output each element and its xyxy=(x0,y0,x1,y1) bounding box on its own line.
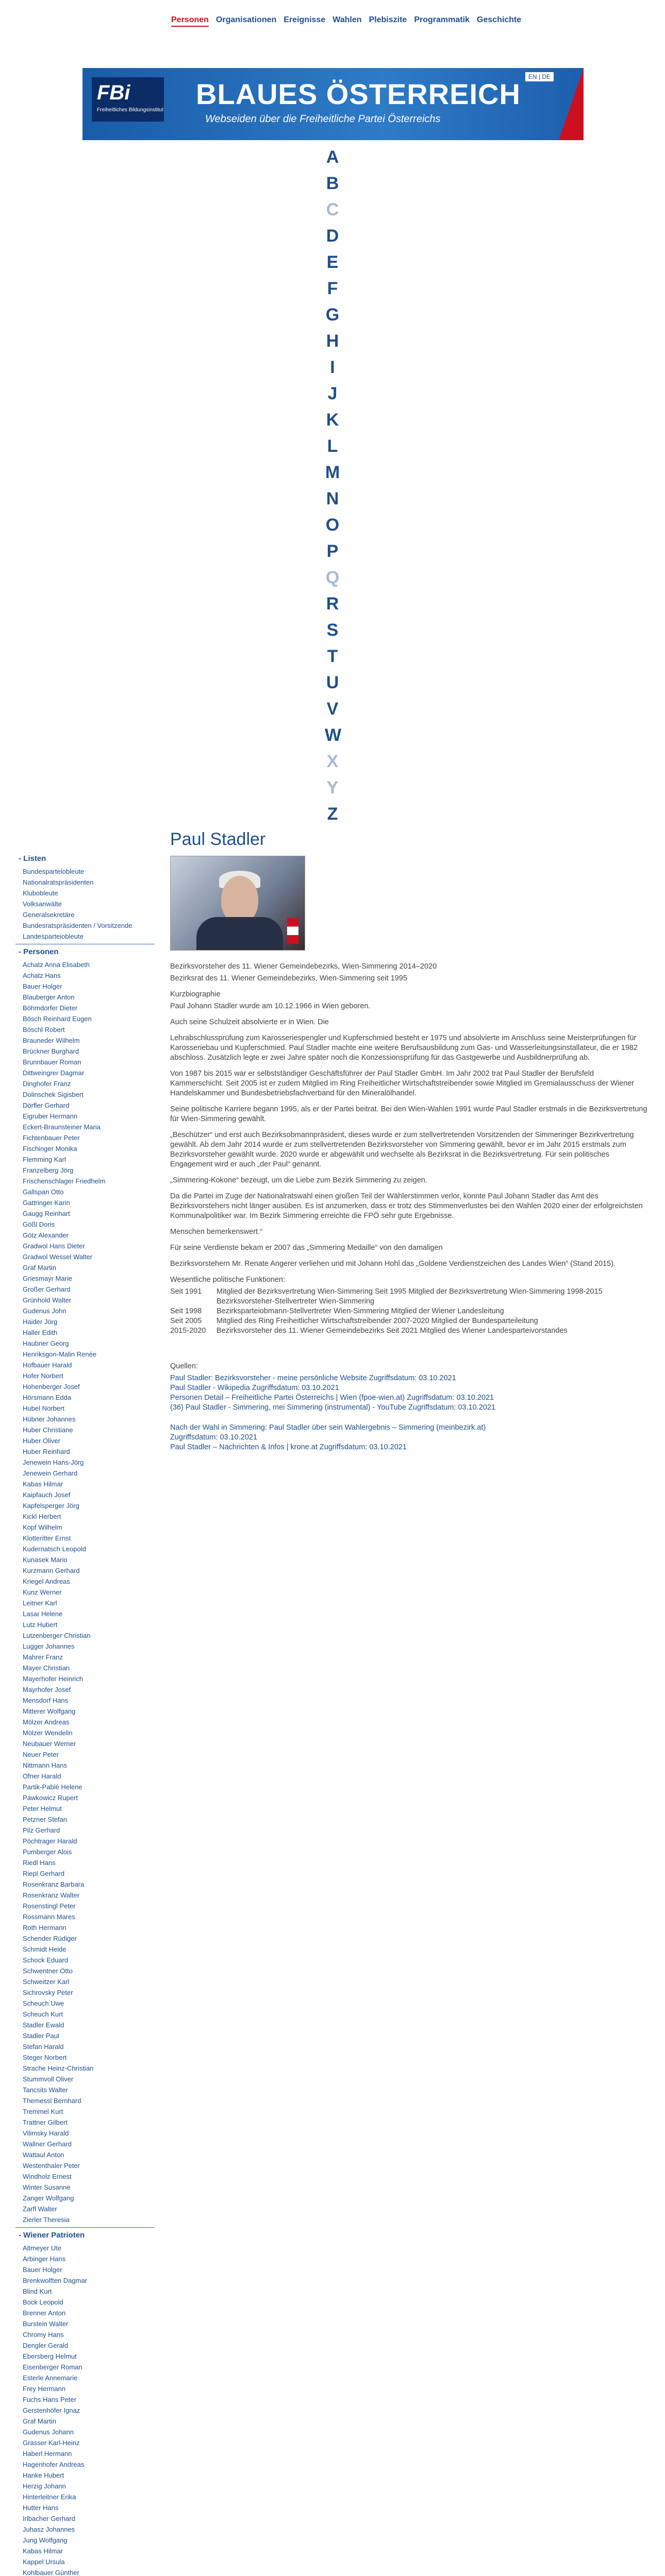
sidebar-item[interactable]: Bauer Holger xyxy=(23,982,62,990)
sidebar-item[interactable]: Pilz Gerhard xyxy=(23,1826,60,1834)
sidebar-item[interactable]: Lutz Hubert xyxy=(23,1621,58,1629)
sidebar-item[interactable]: Schweitzer Karl xyxy=(23,1978,70,1986)
sidebar-item[interactable]: Fischinger Monika xyxy=(23,1145,77,1153)
sidebar-item[interactable]: Haberl Hermann xyxy=(23,2450,72,2458)
bio-paragraph: Für seine Verdienste bekam er 2007 das „Simmering Medaille“ von den damaligen xyxy=(170,1244,443,1252)
sidebar-item[interactable]: Mayerhofer Heinrich xyxy=(23,1675,84,1683)
letter-v[interactable]: V xyxy=(326,699,339,719)
sidebar-section-title[interactable]: - Listen xyxy=(19,854,46,863)
bio-paragraph: Von 1987 bis 2015 war er selbstständiger Geschäftsführer der Paul Stadler GmbH. Im Jahr 2002 trat Paul Stadler der Berufsfeld Kammerschicht. Seit 2005 ist er zudem Mitglied im Ring Freiheitlicher Wirtschaftstreibender sowie Mitglied im Gremialausschuss der Wiener Handelskammer und Bundesbetriebsfachverband für den Mineralölhandel. xyxy=(170,1070,635,1097)
sidebar-item[interactable]: Rossmann Mares xyxy=(23,1913,75,1921)
sidebar-item[interactable]: Nittmann Hans xyxy=(23,1761,67,1769)
sidebar-item[interactable]: Wattaul Anton xyxy=(23,2151,64,2159)
sidebar-item[interactable]: Kohlbauer Günther xyxy=(23,2569,79,2576)
sidebar-item[interactable]: Mensdorf Hans xyxy=(23,1697,69,1704)
nav-item-programmatik[interactable]: Programmatik xyxy=(414,15,470,24)
nav-item-geschichte[interactable]: Geschichte xyxy=(476,15,522,24)
sidebar-item[interactable]: Gattringer Karin xyxy=(23,1199,70,1207)
main-content xyxy=(170,829,650,1452)
sidebar-item[interactable]: Gößl Doris xyxy=(23,1221,55,1228)
sidebar-item[interactable]: Kickl Herbert xyxy=(23,1513,61,1520)
sidebar-item[interactable]: Irlbacher Gerhard xyxy=(23,2515,75,2522)
sidebar-section-title[interactable]: - Wiener Patrioten xyxy=(19,2231,85,2240)
sidebar-divider xyxy=(15,2227,155,2228)
sidebar-item[interactable]: Grünhold Walter xyxy=(23,1296,72,1304)
letter-p[interactable]: P xyxy=(326,541,339,561)
sidebar-item[interactable]: Schmidt Heide xyxy=(23,1945,66,1953)
sidebar-item[interactable]: Neuer Peter xyxy=(23,1751,59,1758)
sidebar-item[interactable]: Achatz Hans xyxy=(23,972,61,979)
photo-face xyxy=(221,876,258,923)
sidebar-item[interactable]: Pöchtrager Harald xyxy=(23,1837,77,1845)
function-row xyxy=(170,1316,650,1326)
sidebar-item[interactable]: Gaugg Reinhart xyxy=(23,1210,70,1217)
function-row xyxy=(170,1307,650,1316)
function-years: 2015-2020 xyxy=(170,1327,206,1335)
extra-link[interactable]: Nach der Wahl in Simmering: Paul Stadler über sein Wahlergebnis – Simmering (meinbezirk.at) xyxy=(170,1423,486,1432)
sidebar-item[interactable]: Sichrovsky Peter xyxy=(23,1989,73,1996)
sidebar-item[interactable]: Klubobleute xyxy=(23,889,58,897)
sidebar-item[interactable]: Kapfelsperger Jörg xyxy=(23,1502,79,1510)
extra-link[interactable]: Paul Stadler – Nachrichten & Infos | krone.at Zugriffsdatum: 03.10.2021 xyxy=(170,1443,407,1451)
nav-item-personen[interactable]: Personen xyxy=(171,15,209,27)
source-link[interactable]: (36) Paul Stadler - Simmering, mei Simmering (instrumental) - YouTube Zugriffsdatum: 03.10.2021 xyxy=(170,1403,496,1412)
sidebar-item[interactable]: Grasser Karl-Heinz xyxy=(23,2439,80,2447)
sidebar-item[interactable]: Wallner Gerhard xyxy=(23,2140,72,2148)
letter-y: Y xyxy=(326,778,339,798)
sidebar-item[interactable]: Mayer Christian xyxy=(23,1664,70,1672)
sources-list xyxy=(170,1374,650,1413)
sidebar-item[interactable]: Frey Hermann xyxy=(23,2385,66,2393)
letter-i[interactable]: I xyxy=(330,358,335,377)
function-years: Seit 1998 xyxy=(170,1307,202,1315)
sidebar-item[interactable]: Bundesparteiobleute xyxy=(23,868,85,875)
sidebar-item[interactable]: Esterle Annemarie xyxy=(23,2374,78,2382)
sidebar-item[interactable]: Huber Christiane xyxy=(23,1426,73,1434)
bio-paragraph: Auch seine Schulzeit absolvierte er in Wien. Die xyxy=(170,1018,329,1026)
letter-s[interactable]: S xyxy=(326,620,339,640)
red-corner-decoration xyxy=(559,68,584,140)
sidebar-item[interactable]: Steger Norbert xyxy=(23,2054,67,2061)
sidebar-item[interactable]: Petzner Stefan xyxy=(23,1816,67,1823)
sidebar-item[interactable]: Volksanwälte xyxy=(23,900,62,908)
sidebar-item[interactable]: Zarfl Walter xyxy=(23,2205,57,2213)
sidebar-item[interactable]: Eigruber Hermann xyxy=(23,1112,78,1120)
sidebar-item[interactable]: Peter Helmut xyxy=(23,1805,62,1812)
nav-item-ereignisse[interactable]: Ereignisse xyxy=(284,15,326,24)
letter-c: C xyxy=(326,200,339,219)
sidebar-item[interactable]: Hagenhofer Andreas xyxy=(23,2461,85,2468)
nav-item-plebiszite[interactable]: Plebiszite xyxy=(369,15,407,24)
sidebar-item[interactable]: Pawkowicz Rupert xyxy=(23,1794,78,1802)
sidebar-item[interactable]: Kurzmann Gerhard xyxy=(23,1567,80,1574)
letter-o[interactable]: O xyxy=(325,515,340,535)
bio-paragraph: Bezirksvorstehern Mr. Renate Angerer verliehen und mit Johann Hohl das „Goldene Verdienstzeichen des Landes Wien“ (Stand 2015). xyxy=(170,1260,616,1268)
function-years: Seit 1991 xyxy=(170,1287,202,1296)
sidebar-item[interactable]: Franzelberg Jörg xyxy=(23,1166,74,1174)
sidebar-item[interactable]: Trattner Gilbert xyxy=(23,2119,68,2126)
letter-b[interactable]: B xyxy=(326,174,339,193)
sidebar-item[interactable]: Achatz Anna Elisabeth xyxy=(23,961,90,969)
sidebar-item[interactable]: Fichtenbauer Peter xyxy=(23,1134,80,1142)
portrait-photo xyxy=(170,856,305,951)
photo-suit xyxy=(196,917,283,950)
sidebar-item[interactable]: Strache Heinz-Christian xyxy=(23,2064,94,2072)
sidebar-item[interactable]: Generalsekretäre xyxy=(23,911,75,919)
sidebar-item[interactable]: Griesmayr Marie xyxy=(23,1275,73,1282)
sidebar-item[interactable]: Kudernatsch Leopold xyxy=(23,1545,86,1553)
alphabet-index xyxy=(325,144,340,827)
language-switcher[interactable]: EN | DE xyxy=(525,72,554,81)
sidebar-item[interactable]: Hinterleitner Erika xyxy=(23,2493,76,2501)
bio-paragraph: Paul Johann Stadler wurde am 10.12.1966 in Wien geboren. xyxy=(170,1002,371,1010)
sidebar-item[interactable]: Huber Reinhard xyxy=(23,1448,70,1455)
sidebar-item[interactable]: Dolinschek Sigisbert xyxy=(23,1091,84,1098)
sidebar-item[interactable]: Themessl Bernhard xyxy=(23,2097,81,2105)
sidebar-item[interactable]: Kunz Werner xyxy=(23,1588,62,1596)
logo-subtext: Freiheitliches Bildungsinstitut xyxy=(97,107,163,113)
page-title: Paul Stadler xyxy=(170,829,266,849)
site-subtitle: Webseiden über die Freiheitliche Partei Österreichs xyxy=(205,113,441,125)
sidebar-item[interactable]: Schwentner Otto xyxy=(23,1967,73,1975)
sidebar-item[interactable]: Scheuch Uwe xyxy=(23,1999,64,2007)
sidebar-item[interactable]: Mölzer Andreas xyxy=(23,1718,70,1726)
sidebar-item[interactable]: Haller Edith xyxy=(23,1329,58,1336)
functions-list xyxy=(170,1287,650,1336)
sidebar-item[interactable]: Graf Martin xyxy=(23,2417,57,2425)
letter-z[interactable]: Z xyxy=(327,804,338,824)
letter-t[interactable]: T xyxy=(327,647,338,666)
fbi-logo[interactable] xyxy=(92,77,164,122)
sidebar-item[interactable]: Nationalratspräsidenten xyxy=(23,878,94,886)
sidebar-item[interactable]: Hutter Hans xyxy=(23,2504,59,2512)
letter-k[interactable]: K xyxy=(326,410,339,430)
photo-flag xyxy=(287,918,298,944)
nav-item-wahlen[interactable]: Wahlen xyxy=(332,15,362,24)
sidebar-item[interactable]: Gradwol Wessel Walter xyxy=(23,1253,93,1261)
sidebar-item[interactable]: Frischenschlager Friedhelm xyxy=(23,1177,106,1185)
function-text: Bezirksparteiobmann-Stellvertreter Wien-Simmering Mitglied der Wiener Landesleitung xyxy=(217,1307,504,1315)
sidebar-item[interactable]: Henriksgon-Malin Renée xyxy=(23,1350,97,1358)
sidebar-item[interactable]: Böschl Robert xyxy=(23,1026,65,1033)
sidebar-item[interactable]: Schender Rüdiger xyxy=(23,1935,77,1942)
sidebar-item[interactable]: Bösch Reinhard Eugen xyxy=(23,1015,92,1023)
sidebar-item[interactable]: Dörfler Gerhard xyxy=(23,1101,70,1109)
source-link[interactable]: Personen Detail – Freiheitliche Partei Österreichs | Wien (fpoe-wien.at) Zugriffsdatum: 03.10.2021 xyxy=(170,1394,494,1402)
top-navigation xyxy=(0,0,665,27)
sidebar-item[interactable]: Juhasz Johannes xyxy=(23,2526,75,2533)
extra-link[interactable]: Zugriffsdatum: 03.10.2021 xyxy=(170,1433,258,1442)
sidebar-section-title[interactable]: - Personen xyxy=(19,947,59,956)
letter-h[interactable]: H xyxy=(326,331,339,351)
bio-paragraph: „Beschützer“ und erst auch Bezirksobmannpräsident, dieses wurde er zum stellvertretenden Vorsitzenden der Simmeringer Bezirkvertretung gewählt. Ab dem Jahr 2014 wurde er zum stellvertretenden Bezirksvorsteher von Simmering gewählt, bevor er im Jahr 2015 erstmals zum Bezirksvorsteher gewählt wurde. 2020 wurde er abgewählt und wechselte als Bezirksrat in die Bezirksvertretung. Für sein politisches Engagement wird er auch „der Paul“ genannt. xyxy=(170,1131,634,1168)
logo-text: FBi xyxy=(97,81,130,104)
sidebar-item[interactable]: Jung Wolfgang xyxy=(23,2536,68,2544)
bio-paragraph: Da die Partei im Zuge der Nationalratswahl einen großen Teil der Wählerstimmen verlor, konnte Paul Johann Stadler das Amt des Bezirksvorstehers nicht länger ausüben. Es ist anzumerken, dass er trotz des Stimmenverlustes bei den Wahlen 2020 einer der erfolgreichsten Kommunalpolitiker war. Im Bezirk Simmering erreichte die FPÖ sehr gute Ergebnisse. xyxy=(170,1192,643,1220)
sidebar-item[interactable]: Riepl Gerhard xyxy=(23,1870,64,1877)
letter-r[interactable]: R xyxy=(326,594,339,614)
sidebar-item[interactable]: Hübner Johannes xyxy=(23,1415,76,1423)
main-menu xyxy=(171,15,521,27)
sidebar-item[interactable]: Bock Leopold xyxy=(23,2298,63,2306)
sidebar-item[interactable]: Dengler Gerald xyxy=(23,2342,69,2349)
sidebar-item[interactable]: Westenthaler Peter xyxy=(23,2162,80,2170)
sidebar-item[interactable]: Stefan Harald xyxy=(23,2043,64,2050)
sidebar-item[interactable]: Gradwol Hans Dieter xyxy=(23,1242,85,1250)
sidebar-item[interactable]: Rosenstingl Peter xyxy=(23,1902,76,1910)
sidebar-item[interactable]: Flemming Karl xyxy=(23,1156,66,1163)
sidebar-item[interactable]: Hörsmann Edda xyxy=(23,1394,71,1401)
bio-heading: Kurzbiographie xyxy=(170,990,221,998)
sidebar-item[interactable]: Burstein Walter xyxy=(23,2320,69,2328)
sidebar-item[interactable]: Hanke Hubert xyxy=(23,2471,64,2479)
sidebar-item[interactable]: Brunnbauer Roman xyxy=(23,1058,81,1066)
letter-a[interactable]: A xyxy=(326,147,339,167)
sidebar-item[interactable]: Haider Jörg xyxy=(23,1318,58,1326)
sidebar-item[interactable]: Zanger Wolfgang xyxy=(23,2194,74,2202)
bio-paragraph: Lehrabschlussprüfung zum Karosseriespengler und Kupferschmied besteht er 1975 und absolvierte im Anschluss seine Meisterprüfungen für Karosseriebau und Kupferschmied. Paul Stadler machte eine weitere Berufsausbildung zum Gas- und Wasserleitungsinstallateur, die er 1982 abschloss. Zusätzlich legte er zwei Jahre später noch die Konzessionsprüfung für das Gastgewerbe und Ausbildnerprüfung ab. xyxy=(170,1034,638,1062)
sidebar-item[interactable]: Tancsits Walter xyxy=(23,2086,68,2094)
sidebar-item[interactable]: Gerstenhöfer Ignaz xyxy=(23,2406,80,2414)
sidebar-item[interactable]: Huber Oliver xyxy=(23,1437,60,1445)
extra-links xyxy=(170,1423,650,1452)
sidebar-item[interactable]: Roth Hermann xyxy=(23,1924,66,1931)
sidebar-item[interactable]: Klotteritter Ernst xyxy=(23,1534,71,1542)
function-text: Mitglied des Ring Freiheitlicher Wirtschaftstreibender 2007-2020 Mitglied der Bundesparteileitung xyxy=(217,1317,538,1325)
sidebar-item[interactable]: Eckert-Braunsteiner Maria xyxy=(23,1123,101,1131)
letter-w[interactable]: W xyxy=(325,725,342,745)
letter-x: X xyxy=(326,752,339,771)
sidebar-item[interactable]: Gallspan Otto xyxy=(23,1188,64,1196)
sidebar-item[interactable]: Böhmdorfer Dieter xyxy=(23,1004,78,1012)
letter-u[interactable]: U xyxy=(326,673,339,692)
sidebar-item[interactable]: Riedl Hans xyxy=(23,1859,56,1867)
sidebar-item[interactable]: Windholz Ernest xyxy=(23,2173,72,2180)
sidebar-item[interactable]: Herzig Johann xyxy=(23,2482,66,2490)
sidebar-item[interactable]: Hohenberger Josef xyxy=(23,1383,80,1391)
sidebar-item[interactable]: Kopf Wilhelm xyxy=(23,1523,62,1531)
sidebar-item[interactable]: Leitner Karl xyxy=(23,1599,57,1607)
sidebar-item[interactable]: Brenkwolften Dagmar xyxy=(23,2277,87,2284)
sidebar-item[interactable]: Mölzer Wendelin xyxy=(23,1729,73,1737)
sidebar-item[interactable]: Gudenus Johann xyxy=(23,2428,74,2436)
sidebar-item[interactable]: Haubner Georg xyxy=(23,1340,69,1347)
sidebar-item[interactable]: Scheuch Kurt xyxy=(23,2010,63,2018)
letter-n[interactable]: N xyxy=(326,489,339,509)
function-row xyxy=(170,1326,650,1336)
letter-m[interactable]: M xyxy=(325,463,340,482)
sidebar-item[interactable]: Hofbauer Harald xyxy=(23,1361,72,1369)
sidebar-item[interactable]: Neubauer Werner xyxy=(23,1740,76,1748)
biography xyxy=(170,1002,650,1269)
sidebar-item[interactable]: Hofer Norbert xyxy=(23,1372,63,1380)
sidebar-item[interactable]: Hubel Norbert xyxy=(23,1404,64,1412)
sidebar-item[interactable]: Bauer Holger xyxy=(23,2266,62,2274)
sidebar-item[interactable]: Vilimsky Harald xyxy=(23,2129,69,2137)
intro-line: Bezirksrat des 11. Wiener Gemeindebezirks, Wien-Simmering seit 1995 xyxy=(170,974,407,982)
letter-d[interactable]: D xyxy=(326,226,339,246)
functions-heading: Wesentliche politische Funktionen: xyxy=(170,1276,285,1284)
sidebar-item[interactable]: Eisenberger Roman xyxy=(23,2363,82,2371)
source-link[interactable]: Paul Stadler: Bezirksvorsteher - meine persönliche Website Zugriffsdatum: 03.10.2021 xyxy=(170,1374,456,1382)
function-years: Seit 2005 xyxy=(170,1317,202,1325)
sidebar-item[interactable]: Kabas Hilmar xyxy=(23,2547,63,2555)
sidebar-item[interactable]: Mayrhofer Josef xyxy=(23,1686,71,1693)
sidebar-item[interactable]: Mitterer Wolfgang xyxy=(23,1707,76,1715)
sidebar-item[interactable]: Kappel Ursula xyxy=(23,2558,65,2566)
function-text: Bezirksvorsteher des 11. Wiener Gemeindebezirks Seit 2021 Mitglied des Wiener Landesparteivorstandes xyxy=(217,1327,568,1335)
sidebar-item[interactable]: Bundesratspräsidenten / Vorsitzende xyxy=(23,922,132,929)
letter-e[interactable]: E xyxy=(326,252,339,272)
sidebar-item[interactable]: Lutzenberger Christian xyxy=(23,1632,91,1639)
sidebar-item[interactable]: Dittweingrer Dagmar xyxy=(23,1069,85,1077)
sidebar-item[interactable]: Stadler Paul xyxy=(23,2032,59,2040)
sidebar-item[interactable]: Winter Susanne xyxy=(23,2183,71,2191)
sidebar-item[interactable]: Jenewein Gerhard xyxy=(23,1469,78,1477)
sidebar-item[interactable]: Zierler Theresia xyxy=(23,2216,70,2224)
sidebar-item[interactable]: Blauberger Anton xyxy=(23,993,75,1001)
sidebar-item[interactable]: Kunasek Mario xyxy=(23,1556,68,1564)
sidebar-item[interactable]: Blind Kurt xyxy=(23,2287,52,2295)
sidebar-item[interactable]: Schock Eduard xyxy=(23,1956,69,1964)
sidebar-item[interactable]: Stadler Ewald xyxy=(23,2021,64,2029)
sidebar-item[interactable]: Jenewein Hans-Jörg xyxy=(23,1459,84,1466)
letter-f[interactable]: F xyxy=(327,279,338,298)
function-row xyxy=(170,1287,650,1307)
sidebar-item[interactable]: Rosenkranz Walter xyxy=(23,1891,80,1899)
sidebar-item[interactable]: Dinghofer Franz xyxy=(23,1080,71,1088)
bio-paragraph: Seine politische Karriere begann 1995, als er der Partei beitrat. Bei den Wien-Wahlen 1991 wurde Paul Stadler erstmals in die Bezirksvertretung für Wien-Simmering gewählt. xyxy=(170,1105,647,1123)
sidebar-item[interactable]: Kriegel Andreas xyxy=(23,1578,70,1585)
sidebar-item[interactable]: Brückner Burghard xyxy=(23,1047,79,1055)
sidebar-item[interactable]: Lugger Johannes xyxy=(23,1642,75,1650)
source-link[interactable]: Paul Stadler - Wikipedia Zugriffsdatum: 03.10.2021 xyxy=(170,1384,339,1392)
sidebar-item[interactable]: Chromy Hans xyxy=(23,2331,64,2338)
site-banner[interactable] xyxy=(82,68,584,140)
bio-paragraph: „Simmering-Kokone“ bezeugt, um die Liebe zum Bezirk Simmering zu zeigen. xyxy=(170,1176,427,1184)
intro-line: Bezirksvorsteher des 11. Wiener Gemeindebezirks, Wien-Simmering 2014–2020 xyxy=(170,962,437,971)
sidebar-item[interactable]: Ebersberg Helmut xyxy=(23,2352,77,2360)
sidebar-item[interactable]: Götz Alexander xyxy=(23,1231,69,1239)
letter-l[interactable]: L xyxy=(327,436,338,456)
letter-g[interactable]: G xyxy=(325,305,340,325)
bio-paragraph: Menschen bemerkenswert.“ xyxy=(170,1228,262,1236)
letter-q: Q xyxy=(325,568,340,587)
sidebar-item[interactable]: Brauneder Wilhelm xyxy=(23,1037,80,1044)
sidebar-item[interactable]: Gudenus John xyxy=(23,1307,66,1315)
sidebar-item[interactable]: Altmeyer Ute xyxy=(23,2244,62,2252)
site-title: BLAUES ÖSTERREICH xyxy=(196,78,521,110)
sidebar-item[interactable]: Lasar Helene xyxy=(23,1610,63,1618)
sidebar-item[interactable]: Landesparteiobleute xyxy=(23,933,84,940)
sidebar-item[interactable]: Tremmel Kurt xyxy=(23,2108,63,2115)
sidebar-item[interactable]: Pumberger Alois xyxy=(23,1848,72,1856)
sidebar-item[interactable]: Brenner Anton xyxy=(23,2309,66,2317)
sidebar xyxy=(15,851,155,2576)
sidebar-item[interactable]: Kabas Hilmar xyxy=(23,1480,63,1488)
sources-heading: Quellen: xyxy=(170,1362,198,1370)
sidebar-item[interactable]: Fuchs Hans Peter xyxy=(23,2396,77,2403)
sidebar-item[interactable]: Graf Martin xyxy=(23,1264,57,1272)
sidebar-item[interactable]: Partik-Pablé Helene xyxy=(23,1783,82,1791)
sidebar-item[interactable]: Großer Gerhard xyxy=(23,1285,71,1293)
sidebar-item[interactable]: Kaipfauch Josef xyxy=(23,1491,71,1499)
sidebar-item[interactable]: Arbinger Hans xyxy=(23,2255,66,2263)
sidebar-item[interactable]: Rosenkranz Barbara xyxy=(23,1880,85,1888)
sidebar-item[interactable]: Stummvoll Oliver xyxy=(23,2075,74,2083)
letter-j[interactable]: J xyxy=(327,384,338,403)
nav-item-organisationen[interactable]: Organisationen xyxy=(215,15,277,24)
sidebar-item[interactable]: Ofner Harald xyxy=(23,1772,61,1780)
sidebar-item[interactable]: Mahrer Franz xyxy=(23,1653,63,1661)
function-text: Mitglied der Bezirksvertretung Wien-Simmering Seit 1995 Mitglied der Bezirksvertretung Wien-Simmering 1998-2015 Bezirksvorsteher-Stellvertreter Wien-Simmering xyxy=(217,1287,603,1306)
